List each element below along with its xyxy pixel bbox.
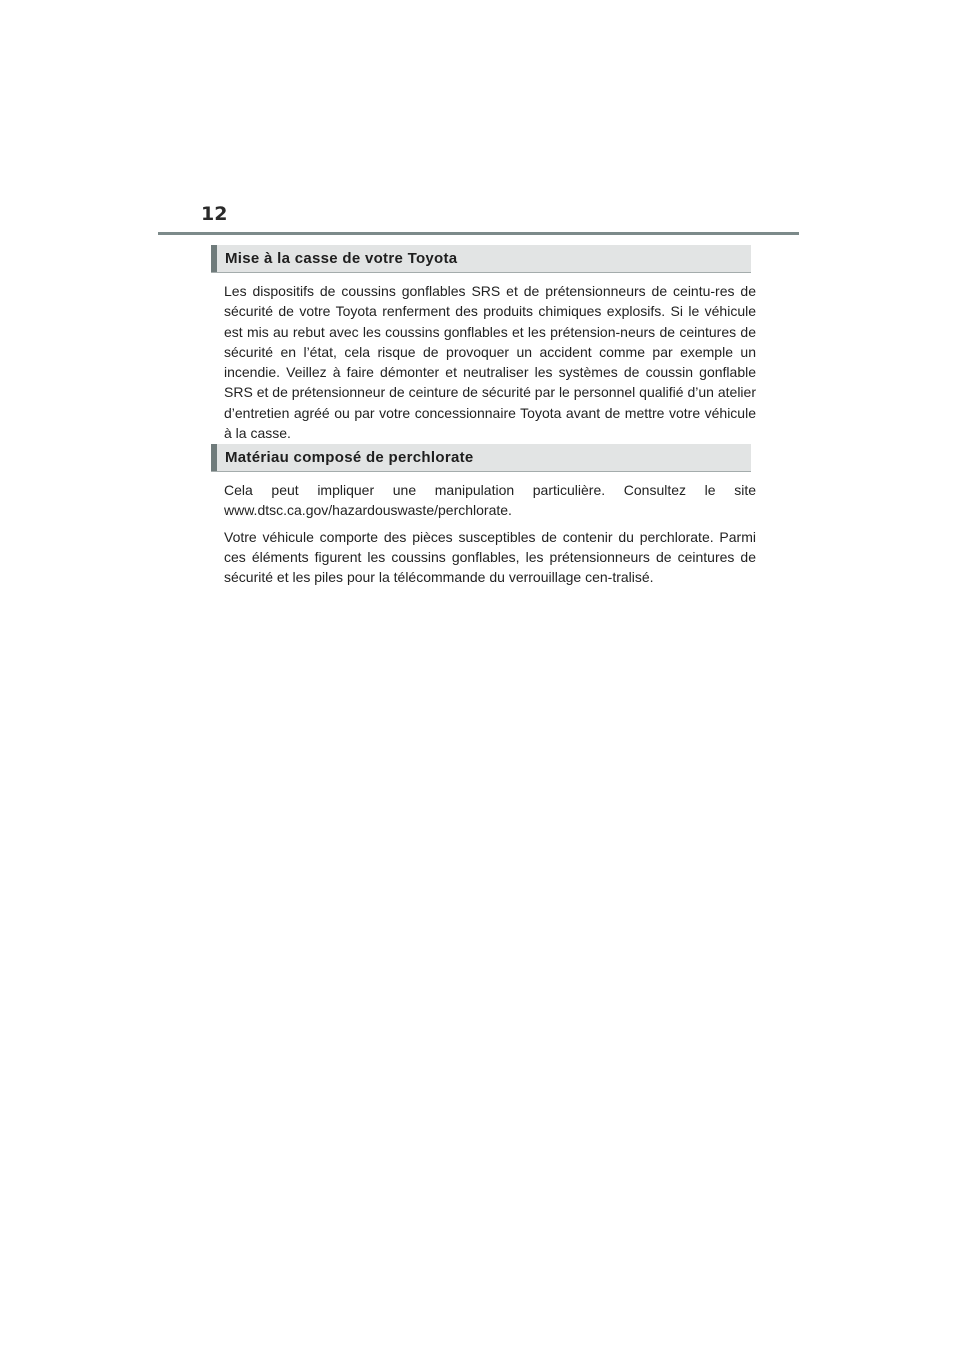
body-paragraph: Les dispositifs de coussins gonflables SRS et de prétensionneurs de ceintu-res de sécurité de votre Toyota renferment des produits chimiques explosifs. Si le véhicule est mis au rebut avec les coussins gonflables et les prétension-neurs de ceintures de sécurité en l’état, cela risque de provoquer un accident comme par exemple un incendie. Veillez à faire démonter et neutraliser les systèmes de coussin gonflable SRS et de prétensionneur de ceinture de sécurité par le personnel qualifié d’un atelier d’entretien agréé ou par votre concessionnaire Toyota avant de mettre votre véhicule à la casse. [224, 283, 756, 442]
section-title: Matériau composé de perchlorate [225, 449, 474, 466]
section-heading [211, 245, 751, 273]
body-paragraph: Votre véhicule comporte des pièces susceptibles de contenir du perchlorate. Parmi ces éléments figurent les coussins gonflables, les prétensionneurs de ceintures de sécurité et les piles pour la télécommande du verrouillage cen-tralisé. [224, 528, 756, 586]
header-rule [158, 232, 799, 235]
heading-accent-bar [211, 245, 217, 272]
section-heading [211, 444, 751, 472]
heading-accent-bar [211, 444, 217, 471]
body-paragraph: Cela peut impliquer une manipulation particulière. Consultez le site [224, 482, 756, 498]
section-perchlorate [211, 444, 756, 587]
section-title: Mise à la casse de votre Toyota [225, 250, 458, 267]
section-disposal [211, 245, 756, 443]
page-number: 12 [201, 203, 228, 225]
perchlorate-url: www.dtsc.ca.gov/hazardouswaste/perchlorate. [224, 502, 512, 519]
